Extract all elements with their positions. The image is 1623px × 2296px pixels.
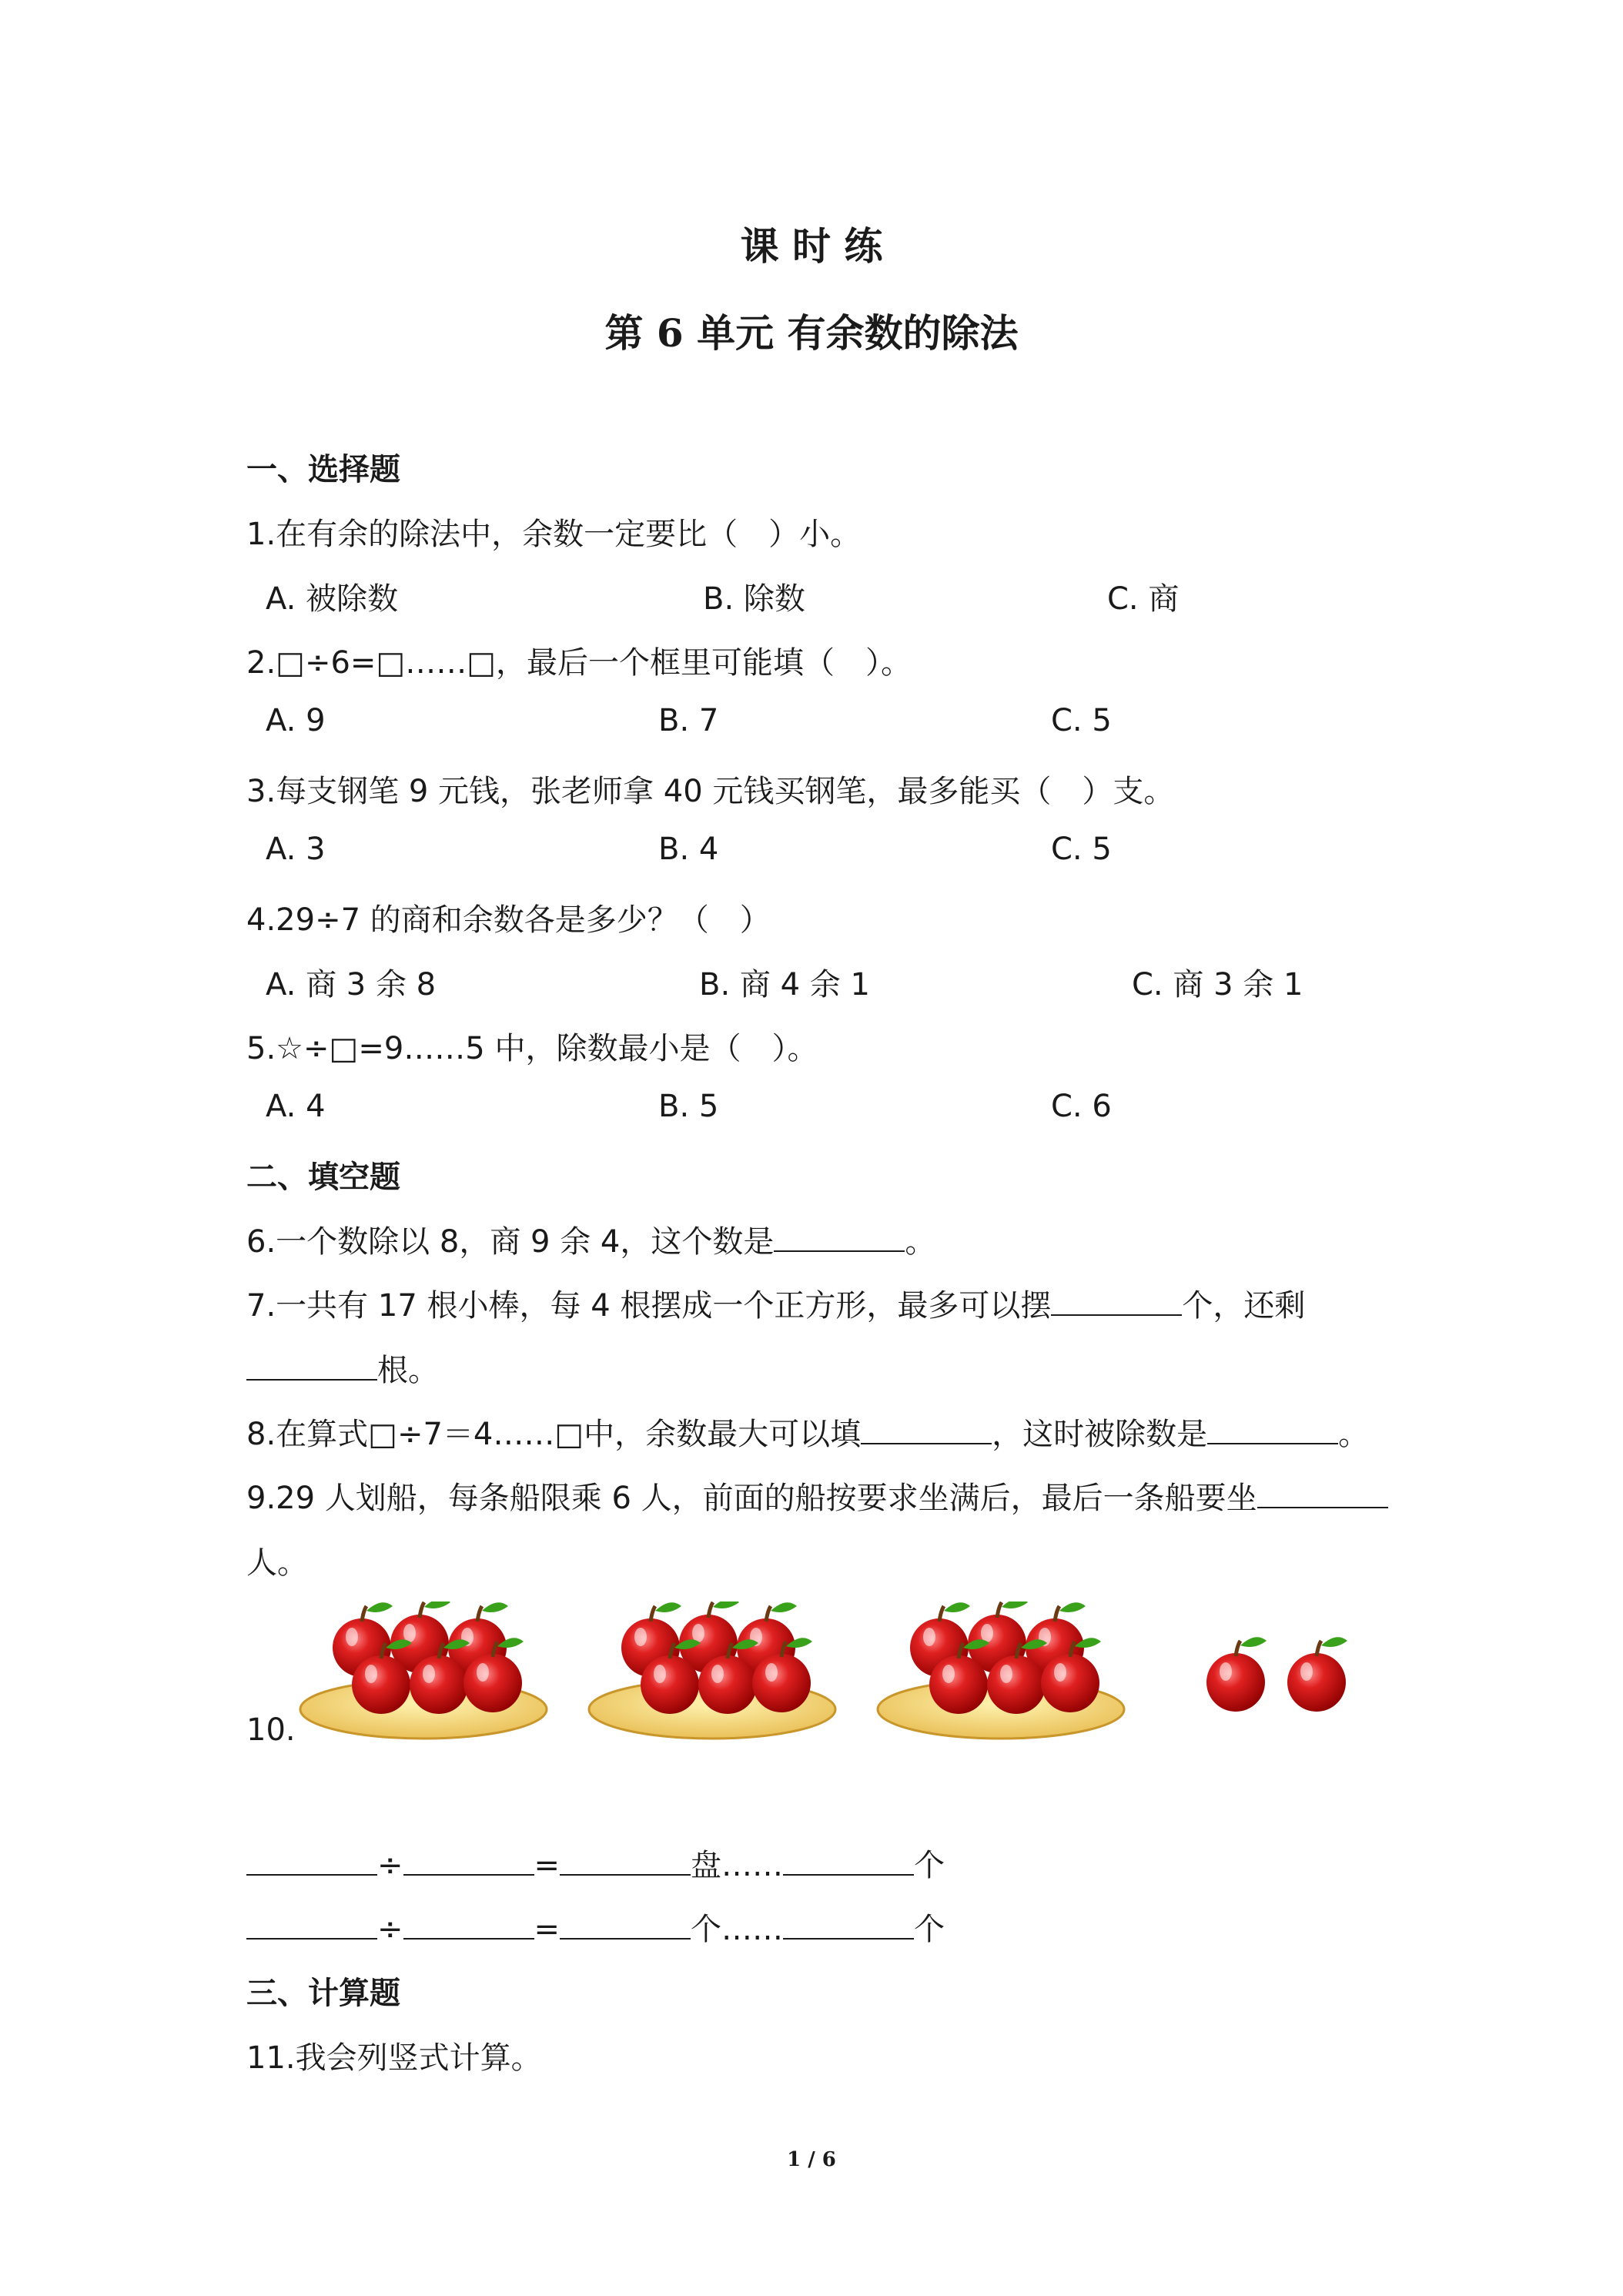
question-5-stem: 5.☆÷□=9……5 中，除数最小是（ ）。 <box>246 1031 818 1066</box>
equals-sign: = <box>534 1912 561 1947</box>
question-6 <box>246 1217 935 1261</box>
section-heading-fill: 二、填空题 <box>246 1160 400 1195</box>
q10-row2-blank-4[interactable] <box>783 1913 914 1940</box>
question-5-option-b: B. 5 <box>658 1089 719 1124</box>
question-2-option-b: B. 7 <box>658 703 719 738</box>
question-9-line-1 <box>246 1474 1388 1518</box>
unit-pieces: 个 <box>914 1848 945 1883</box>
question-7-text: 7.一共有 17 根小棒，每 4 根摆成一个正方形，最多可以摆 <box>246 1288 1052 1324</box>
question-8 <box>246 1410 1369 1454</box>
page-number: 1 / 6 <box>787 2148 836 2171</box>
q10-row1-blank-1[interactable] <box>246 1849 377 1876</box>
page-subtitle: 第 6 单元 有余数的除法 <box>604 310 1019 356</box>
question-8-end: 。 <box>1338 1417 1370 1452</box>
question-8-blank-1[interactable] <box>861 1418 992 1444</box>
page-title: 课 时 练 <box>740 223 883 269</box>
question-7-line-1 <box>246 1281 1305 1325</box>
question-1-option-b: B. 除数 <box>703 581 805 617</box>
question-7-line-2 <box>246 1346 439 1390</box>
question-7-blank-2[interactable] <box>246 1354 377 1381</box>
question-3-option-b: B. 4 <box>658 832 719 867</box>
apple-plate-3 <box>878 1602 1124 1739</box>
section-heading-calc: 三、计算题 <box>246 1976 400 2011</box>
question-9-blank[interactable] <box>1257 1482 1388 1508</box>
apple-plate-2 <box>589 1602 835 1739</box>
question-3-option-a: A. 3 <box>266 832 326 867</box>
apple-plate-1 <box>300 1602 547 1739</box>
q10-row2-blank-3[interactable] <box>560 1913 691 1940</box>
question-6-blank[interactable] <box>774 1226 905 1252</box>
q10-row2-blank-2[interactable] <box>403 1913 534 1940</box>
question-9-text: 9.29 人划船，每条船限乘 6 人，前面的船按要求坐满后，最后一条船要坐 <box>246 1481 1257 1516</box>
question-8-mid: ，这时被除数是 <box>992 1417 1208 1452</box>
question-1-option-c: C. 商 <box>1107 581 1180 617</box>
divide-sign: ÷ <box>377 1912 403 1947</box>
unit-plates: 盘…… <box>691 1848 784 1883</box>
q10-row1-blank-3[interactable] <box>560 1849 691 1876</box>
apples-illustration <box>293 1602 1370 1755</box>
question-8-blank-2[interactable] <box>1207 1418 1338 1444</box>
question-10-label: 10. <box>246 1712 296 1748</box>
question-11-stem: 11.我会列竖式计算。 <box>246 2040 542 2076</box>
question-9-line-2: 人。 <box>246 1545 308 1581</box>
unit-pieces: 个 <box>914 1912 945 1947</box>
question-10-row-2 <box>246 1905 945 1949</box>
question-3-stem: 3.每支钢笔 9 元钱，张老师拿 40 元钱买钢笔，最多能买（ ）支。 <box>246 774 1175 809</box>
loose-apples <box>1206 1637 1347 1712</box>
question-6-end: 。 <box>905 1224 936 1260</box>
question-8-text: 8.在算式□÷7＝4……□中，余数最大可以填 <box>246 1417 862 1452</box>
question-7-end: 根。 <box>377 1353 439 1388</box>
question-4-option-c: C. 商 3 余 1 <box>1132 967 1303 1002</box>
q10-row1-blank-4[interactable] <box>783 1849 914 1876</box>
question-6-text: 6.一个数除以 8，商 9 余 4，这个数是 <box>246 1224 775 1260</box>
question-2-stem: 2.□÷6=□……□，最后一个框里可能填（ ）。 <box>246 645 912 681</box>
question-3-option-c: C. 5 <box>1051 832 1112 867</box>
question-2-option-a: A. 9 <box>266 703 326 738</box>
q10-row2-blank-1[interactable] <box>246 1913 377 1940</box>
question-7-mid: 个，还剩 <box>1182 1288 1306 1324</box>
question-4-option-b: B. 商 4 余 1 <box>699 967 870 1002</box>
question-10-row-1 <box>246 1841 945 1885</box>
question-4-option-a: A. 商 3 余 8 <box>266 967 437 1002</box>
question-7-blank-1[interactable] <box>1051 1290 1182 1316</box>
unit-pieces: 个…… <box>691 1912 784 1947</box>
question-2-option-c: C. 5 <box>1051 703 1112 738</box>
question-5-option-a: A. 4 <box>266 1089 326 1124</box>
q10-row1-blank-2[interactable] <box>403 1849 534 1876</box>
section-heading-choice: 一、选择题 <box>246 452 400 487</box>
equals-sign: = <box>534 1848 561 1883</box>
question-5-option-c: C. 6 <box>1051 1089 1112 1124</box>
divide-sign: ÷ <box>377 1848 403 1883</box>
question-1-option-a: A. 被除数 <box>266 581 399 617</box>
question-4-stem: 4.29÷7 的商和余数各是多少？（ ） <box>246 902 771 938</box>
question-1-stem: 1.在有余的除法中，余数一定要比（ ）小。 <box>246 517 862 552</box>
